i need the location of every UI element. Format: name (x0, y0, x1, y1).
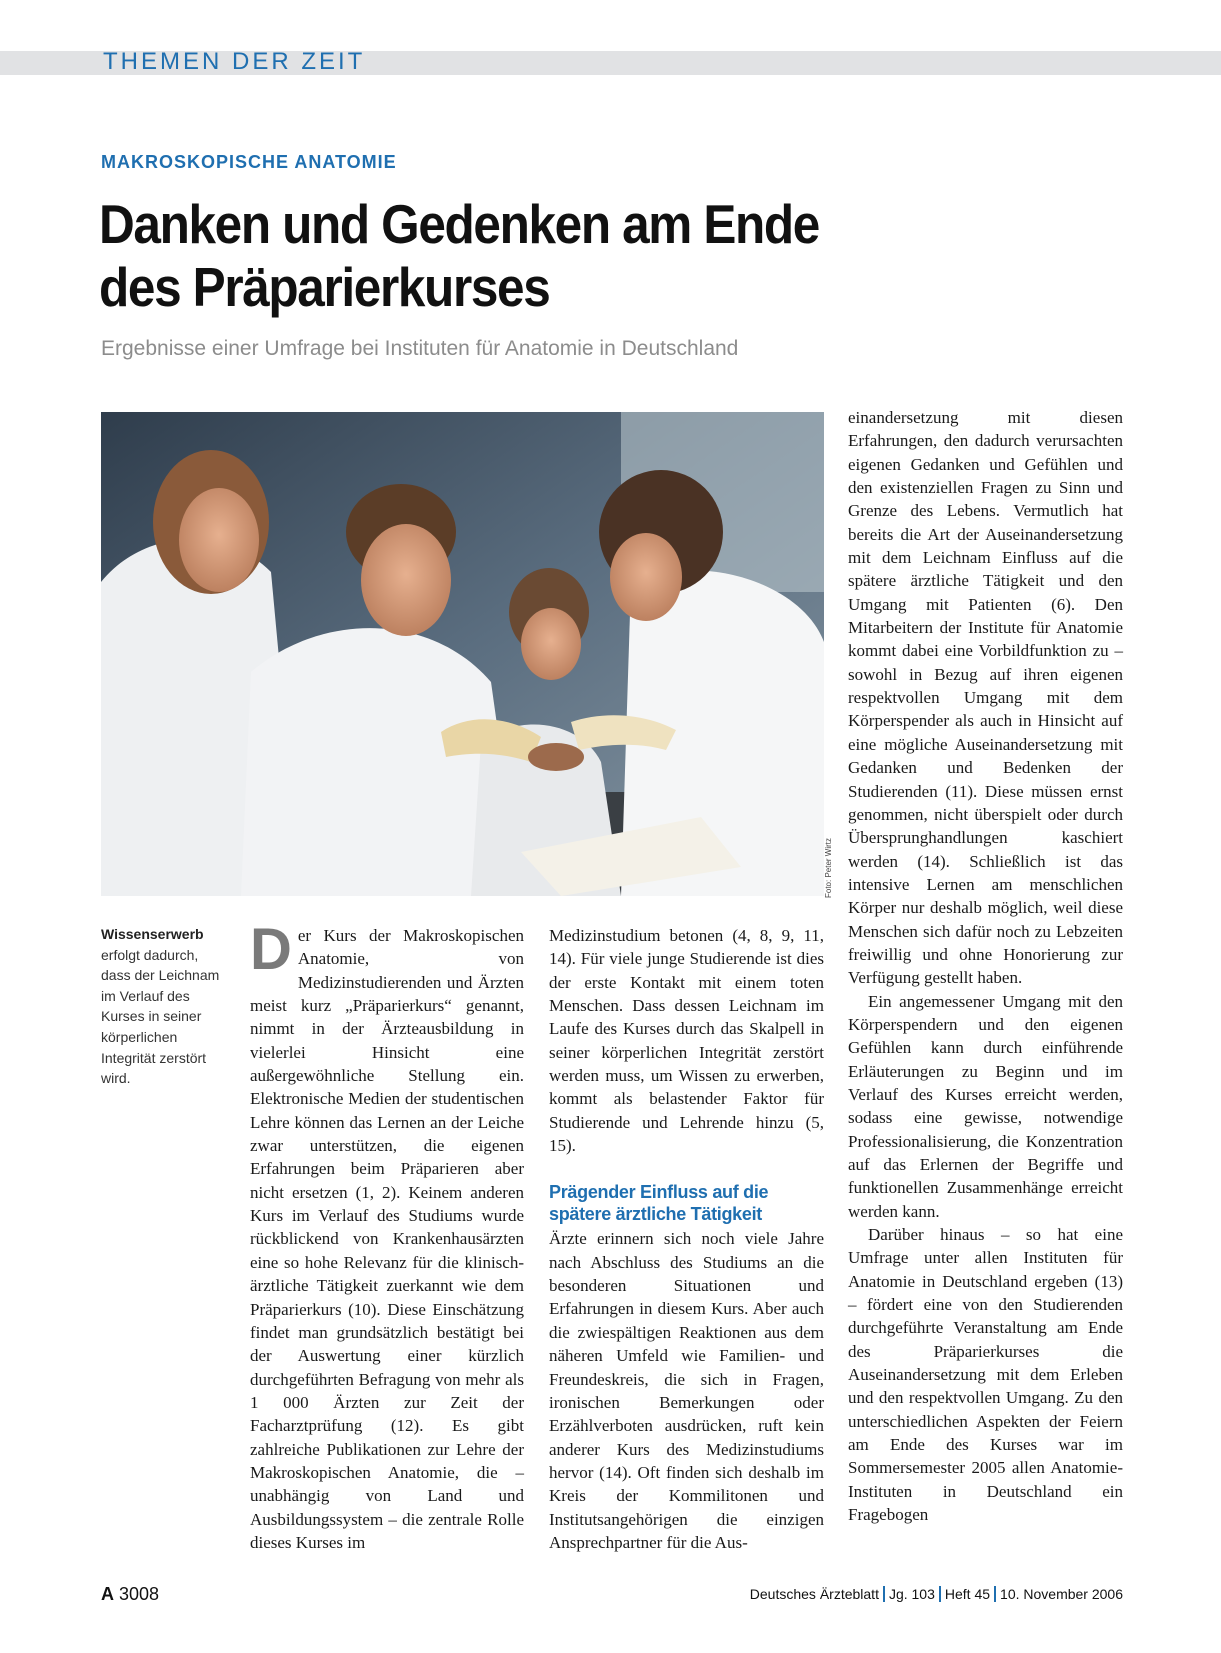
journal-issue: Heft 45 (944, 1586, 991, 1602)
article-title (99, 193, 909, 319)
article-photo (101, 412, 824, 896)
divider (883, 1586, 885, 1602)
article-subtitle: Ergebnisse einer Umfrage bei Instituten für Anatomie in Deutschland (101, 337, 739, 360)
page-number: A 3008 (101, 1584, 160, 1604)
photo-illustration (101, 412, 824, 896)
journal-date: 10. November 2006 (1000, 1586, 1123, 1602)
divider (994, 1586, 996, 1602)
title-line-2: des Präparierkurses (99, 256, 550, 318)
title-line-1: Danken und Gedenken am Ende (99, 193, 819, 255)
body-column-1 (250, 917, 524, 1554)
photo-credit: Foto: Peter Wirtz (824, 837, 833, 898)
body-paragraph: einandersetzung mit diesen Erfahrungen, den dadurch verursachten eigenen Gedanken und Gefühlen und den existenziellen Fragen zu Sinn und Grenze des Lebens. Vermutlich hat bereits die Art der Auseinandersetzung mit dem Leichnam Einfluss auf die spätere ärztliche Tätigkeit und den Umgang mit Patienten (6). Den Mitarbeitern der Institute für Anatomie kommt dabei eine Vorbildfunktion zu – sowohl in Bezug auf ihren eigenen respektvollen Umgang mit dem Körperspender als auch in Hinsicht auf eine mögliche Auseinandersetzung mit Gedanken und Bedenken der Studierenden (11). Diese müssen ernst genommen, nicht überspielt oder durch Übersprunghandlungen kaschiert werden (14). Schließlich ist das intensive Lernen am menschlichen Körper nur deshalb möglich, weil diese Menschen sich dafür noch zu Lebzeiten freiwillig und ohne Honorierung zur Verfügung gestellt haben. (848, 408, 1123, 988)
subheading: Prägender Einfluss auf die spätere ärztliche Tätigkeit (549, 1182, 769, 1225)
journal-volume: Jg. 103 (888, 1586, 935, 1602)
body-paragraph: Der Kurs der Makroskopischen Anatomie, von Medizinstudierenden und Ärzten meist kurz „Präparierkurs“ genannt, nimmt in der Ärzteausbildung in vielerlei Hinsicht eine außergewöhnliche Stellung ein. Elektronische Medien der studentischen Lehre können das Lernen an der Leiche zwar unterstützen, die eigenen Erfahrungen beim Präparieren aber nicht ersetzen (1, 2). Keinem anderen Kurs im Verlauf des Studiums wurde rückblickend von Krankenhausärzten eine so hohe Relevanz für die klinisch-ärztliche Tätigkeit zuerkannt wie dem Präparierkurs (10). Diese Einschätzung findet man grundsätzlich bestätigt bei der Auswertung einer kürzlich durchgeführten Befragung von mehr als 1 000 Ärzten zur Zeit der Facharztprüfung (12). Es gibt zahlreiche Publikationen zur Lehre der Makroskopischen Anatomie, die – unabhängig von Land und Ausbildungssystem – die zentrale Rolle dieses Kurses im (250, 917, 524, 1552)
caption-text: erfolgt dadurch, dass der Leichnam im Verlauf des Kurses in seiner körperlichen Integrität zerstört wird. (101, 946, 220, 1087)
body-paragraph: Ärzte erinnern sich noch viele Jahre nach Abschluss des Studiums an die besonderen Situationen und Erfahrungen in diesem Kurs. Aber auch die zwiespältigen Reaktionen aus dem näheren Umfeld wie Familien- und Freundeskreis, die sich in Fragen, ironischen Bemerkungen oder Erzählverboten ausdrücken, ruft kein anderer Kurs des Medizinstudiums hervor (14). Oft finden sich deshalb im Kreis der Kommilitonen und Institutsangehörigen die einzigen Ansprechpartner für die Aus- (549, 1229, 824, 1552)
divider (939, 1586, 941, 1602)
caption-title: Wissenserwerb (101, 926, 204, 942)
body-paragraph: Ein angemessener Umgang mit den Körperspendern und den eigenen Gefühlen kann durch einführende Erläuterungen zu Beginn und im Verlauf des Kurses erreicht werden, sodass eine gewisse, notwendige Professionalisierung, die Konzentration auf das Erlernen der Begriffe und funktionellen Zusammenhänge erreicht werden kann. (848, 991, 1123, 1221)
journal-name: Deutsches Ärzteblatt (749, 1586, 879, 1602)
body-column-3 (848, 406, 1123, 1527)
section-label: THEMEN DER ZEIT (103, 48, 366, 75)
body-paragraph: Darüber hinaus – so hat eine Umfrage unter allen Instituten für Anatomie in Deutschland ergeben (13) – fördert eine von den Studierenden durchgeführte Veranstaltung am Ende des Präparierkurses die Auseinandersetzung mit dem Erleben und den respektvollen Umgang. Zu den unterschiedlichen Aspekten der Feiern am Ende des Kurses war im Sommersemester 2005 allen Anatomie-Instituten in Deutschland ein Fragebogen (848, 1225, 1123, 1525)
body-paragraph: Medizinstudium betonen (4, 8, 9, 11, 14). Für viele junge Studierende ist dies der erste Kontakt mit einem toten Menschen. Dass dessen Leichnam im Laufe des Kurses durch das Skalpell in seiner körperlichen Integrität zerstört werden muss, um Wissen zu erwerben, kommt als belastender Faktor für Studierende und Lehrende hinzu (5, 15). (549, 926, 824, 1156)
article-kicker: MAKROSKOPISCHE ANATOMIE (101, 152, 397, 172)
drop-cap: D (250, 917, 292, 982)
photo-caption (101, 924, 226, 1089)
journal-info (700, 1586, 1123, 1602)
body-column-2 (549, 924, 824, 1554)
